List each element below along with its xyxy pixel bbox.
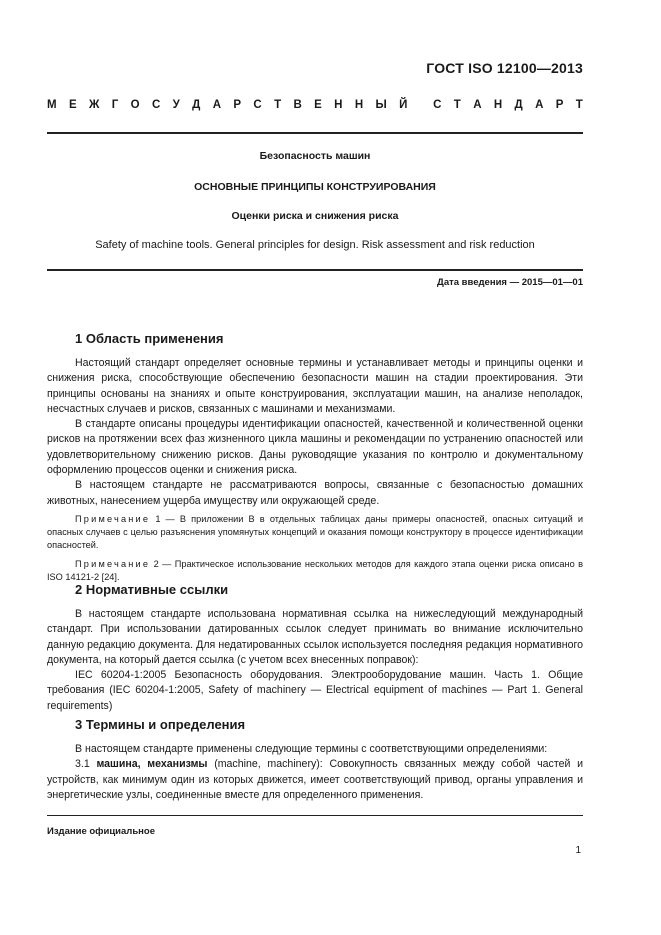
section-3-paragraph-1: В настоящем стандарте применены следующие термины с соответствующими определениями: bbox=[75, 743, 548, 755]
interstate-letter: Н bbox=[334, 99, 343, 111]
english-title: Safety of machine tools. General principles for design. Risk assessment and risk reduction bbox=[95, 239, 535, 251]
title-line-3: Оценки риска и снижения риска bbox=[231, 210, 399, 222]
term-name: машина, механизмы bbox=[96, 758, 208, 771]
interstate-letter: С bbox=[151, 99, 161, 111]
interstate-letter: Г bbox=[111, 99, 119, 111]
section-2-paragraph-2: IEC 60204-1:2005 Безопасность оборудования. Электрооборудование машин. Часть 1. Общие требования (IEC 60204-1:2005, Safety of machinery — Electrical equipment of machines — Part 1. General requirements) bbox=[47, 669, 583, 712]
bottom-rule bbox=[47, 815, 583, 816]
interstate-letter: В bbox=[293, 99, 302, 111]
section-1 bbox=[47, 331, 583, 584]
section-2-paragraph-1: В настоящем стандарте использована нормативная ссылка на нижеследующий международный стандарт. При использовании датированных ссылок следует принимать во внимание исключительно данную редакцию документа. Для недатированных ссылок используется последняя редакция нормативного документа, на который дается ссылка (с учетом всех внесенных поправок): bbox=[47, 608, 583, 666]
note-2-label: Примечание bbox=[75, 558, 151, 569]
section-3 bbox=[47, 717, 583, 803]
interstate-letter: М bbox=[47, 99, 57, 111]
middle-rule bbox=[47, 269, 583, 271]
section-2 bbox=[47, 582, 583, 714]
section-3-heading: 3 Термины и определения bbox=[75, 717, 246, 732]
section-1-paragraph-1: Настоящий стандарт определяет основные термины и устанавливает методы и принципы оценки и снижения риска, способствующие обеспечению безопасности машин на стадии проектирования. Эти принципы основаны на знаниях и опыте конструирования, эксплуатации машин, на анализе неполадок, несчастных случаев и рисков, связанных с машинами и механизмами. bbox=[47, 357, 583, 415]
interstate-letter: Р bbox=[233, 99, 242, 111]
interstate-letter: Й bbox=[399, 99, 408, 111]
section-1-note-1 bbox=[47, 513, 583, 552]
section-2-heading: 2 Нормативные ссылки bbox=[75, 582, 229, 597]
introduction-date: Дата введения — 2015—01—01 bbox=[437, 277, 583, 288]
title-line-2: ОСНОВНЫЕ ПРИНЦИПЫ КОНСТРУИРОВАНИЯ bbox=[194, 181, 436, 193]
interstate-letter: Р bbox=[555, 99, 564, 111]
section-1-heading: 1 Область применения bbox=[75, 331, 224, 346]
interstate-letter: Т bbox=[453, 99, 461, 111]
interstate-letter: Т bbox=[274, 99, 282, 111]
interstate-letter: Н bbox=[493, 99, 503, 111]
term-definition: (machine, machinery): Совокупность связанных между собой частей и устройств, как минимум один из которых движется, имеет соответствующий привод, органы управления и энергетические узлы, соединенные вместе для определенного применения. bbox=[47, 758, 583, 801]
note-2-text: 2 — Практическое использование нескольких методов для каждого этапа оценки риска описано в ISO 14121-2 [24]. bbox=[47, 558, 583, 582]
section-1-note-2 bbox=[47, 558, 583, 584]
gost-number: ГОСТ ISO 12100—2013 bbox=[426, 60, 583, 76]
interstate-letter: С bbox=[253, 99, 262, 111]
interstate-letter: Н bbox=[354, 99, 364, 111]
note-1-label: Примечание bbox=[75, 513, 151, 524]
interstate-letter: Д bbox=[192, 99, 201, 111]
section-1-paragraph-2: В стандарте описаны процедуры идентификации опасностей, качественной и количественной оценки рисков на протяжении всех фаз жизненного цикла машины и рекомендации по устранению опасностей или удовлетворительному снижению рисков. Даны руководящие указания по контролю и документальному оформлению процессов оценки и снижения риска. bbox=[47, 418, 583, 477]
section-1-paragraph-3: В настоящем стандарте не рассматриваются вопросы, связанные с безопасностью домашних животных, нанесением ущерба имуществу или окружающей среде. bbox=[47, 479, 583, 507]
interstate-letter: А bbox=[535, 99, 544, 111]
interstate-letter: У bbox=[172, 99, 180, 111]
word-gap bbox=[420, 99, 421, 111]
interstate-letter: А bbox=[473, 99, 482, 111]
top-rule bbox=[47, 132, 583, 134]
interstate-letter: Ж bbox=[88, 99, 100, 111]
interstate-letter: Т bbox=[575, 99, 583, 111]
term-number: 3.1 bbox=[75, 758, 97, 771]
interstate-letter: Д bbox=[514, 99, 523, 111]
interstate-letter: С bbox=[433, 99, 442, 111]
interstate-letter: Е bbox=[314, 99, 322, 111]
section-3-term-3-1 bbox=[47, 757, 583, 803]
interstate-letter: Ы bbox=[375, 99, 387, 111]
page-number: 1 bbox=[575, 845, 581, 856]
official-edition-label: Издание официальное bbox=[47, 826, 155, 837]
interstate-letter: О bbox=[130, 99, 140, 111]
title-line-1: Безопасность машин bbox=[259, 150, 371, 162]
interstate-standard-heading bbox=[47, 99, 583, 111]
note-1-text: 1 — В приложении В в отдельных таблицах даны примеры опасностей, опасных ситуаций и опасных случаев с целью разъяснения упомянутых концепций и оказания помощи конструктору в процессе идентификации опасностей. bbox=[47, 513, 583, 550]
interstate-letter: Е bbox=[68, 99, 77, 111]
interstate-letter: А bbox=[212, 99, 222, 111]
